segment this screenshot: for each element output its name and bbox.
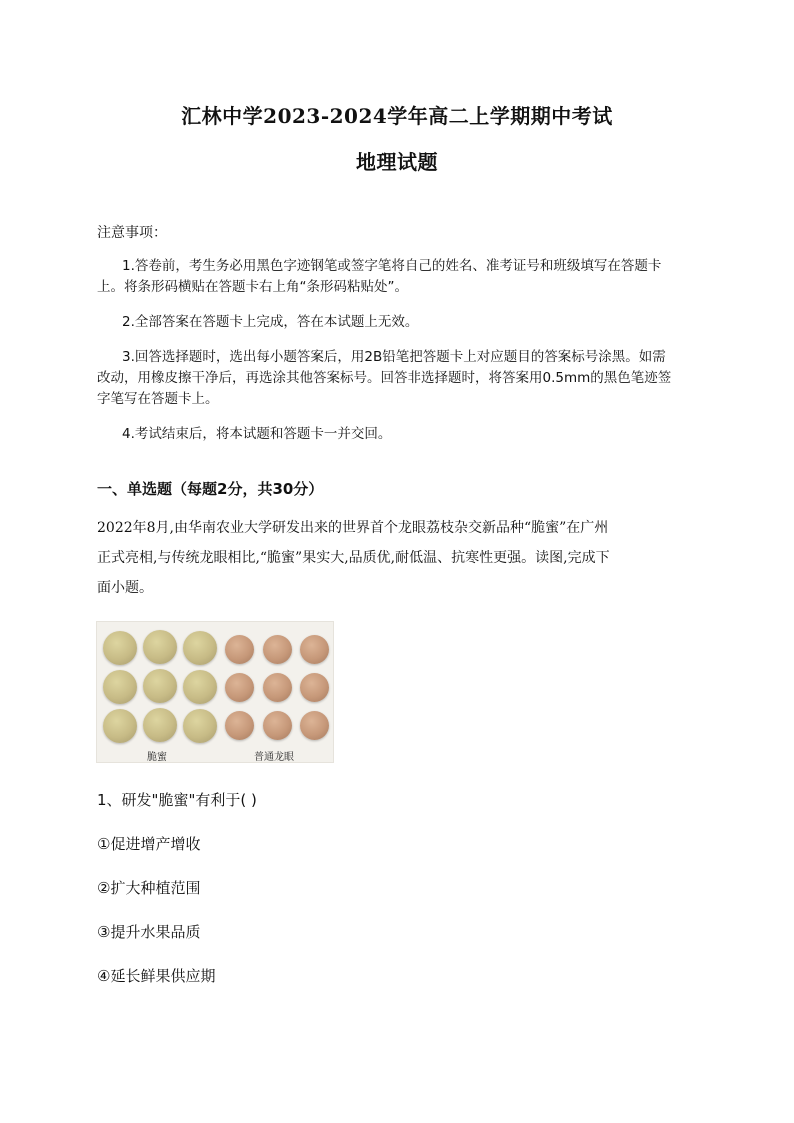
longan-fruit — [225, 673, 254, 702]
notice-line: 3.回答选择题时，选出每小题答案后，用2B铅笔把答题卡上对应题目的答案标号涂黑。如需 — [122, 349, 666, 365]
figure-label-longan: 普通龙眼 — [254, 752, 294, 763]
cuimi-fruit — [183, 709, 217, 743]
cuimi-fruit — [143, 708, 177, 742]
cuimi-fruit — [183, 631, 217, 665]
longan-fruit — [300, 711, 329, 740]
page-subtitle: 地理试题 — [356, 150, 438, 174]
longan-fruit — [300, 635, 329, 664]
question-option: ②扩大种植范围 — [97, 879, 201, 897]
longan-fruit — [263, 711, 292, 740]
cuimi-fruit — [103, 709, 137, 743]
figure-label-cuimi: 脆蜜 — [147, 752, 167, 763]
cuimi-fruit — [143, 669, 177, 703]
longan-fruit — [263, 635, 292, 664]
notice-line: 4.考试结束后，将本试题和答题卡一并交回。 — [122, 426, 392, 442]
question-option: ①促进增产增收 — [97, 835, 201, 853]
longan-fruit — [225, 635, 254, 664]
question-stem: 1、研发"脆蜜"有利于( ) — [97, 791, 257, 809]
notice-line: 改动，用橡皮擦干净后，再选涂其他答案标号。回答非选择题时，将答案用0.5mm的黑色笔迹签 — [97, 370, 672, 386]
cuimi-fruit — [143, 630, 177, 664]
cuimi-fruit — [103, 631, 137, 665]
section-heading: 一、单选题（每题2分，共30分） — [97, 480, 324, 498]
intro-line: 正式亮相,与传统龙眼相比,“脆蜜”果实大,品质优,耐低温、抗寒性更强。读图,完成下 — [97, 550, 610, 566]
intro-line: 2022年8月,由华南农业大学研发出来的世界首个龙眼荔枝杂交新品种“脆蜜”在广州 — [97, 520, 609, 536]
longan-fruit — [225, 711, 254, 740]
page-title: 汇林中学2023-2024学年高二上学期期中考试 — [181, 104, 613, 128]
longan-fruit — [263, 673, 292, 702]
cuimi-fruit — [103, 670, 137, 704]
cuimi-fruit — [183, 670, 217, 704]
notice-line: 1.答卷前，考生务必用黑色字迹钢笔或签字笔将自己的姓名、准考证号和班级填写在答题卡 — [122, 258, 662, 274]
longan-fruit — [300, 673, 329, 702]
notice-line: 字笔写在答题卡上。 — [97, 391, 219, 407]
notice-line: 上。将条形码横贴在答题卡右上角“条形码粘贴处”。 — [97, 279, 408, 295]
question-option: ④延长鲜果供应期 — [97, 967, 216, 985]
intro-line: 面小题。 — [97, 580, 153, 596]
notice-heading: 注意事项： — [97, 225, 167, 241]
notice-line: 2.全部答案在答题卡上完成，答在本试题上无效。 — [122, 314, 419, 330]
longan-comparison-photo — [96, 621, 334, 763]
question-option: ③提升水果品质 — [97, 923, 201, 941]
